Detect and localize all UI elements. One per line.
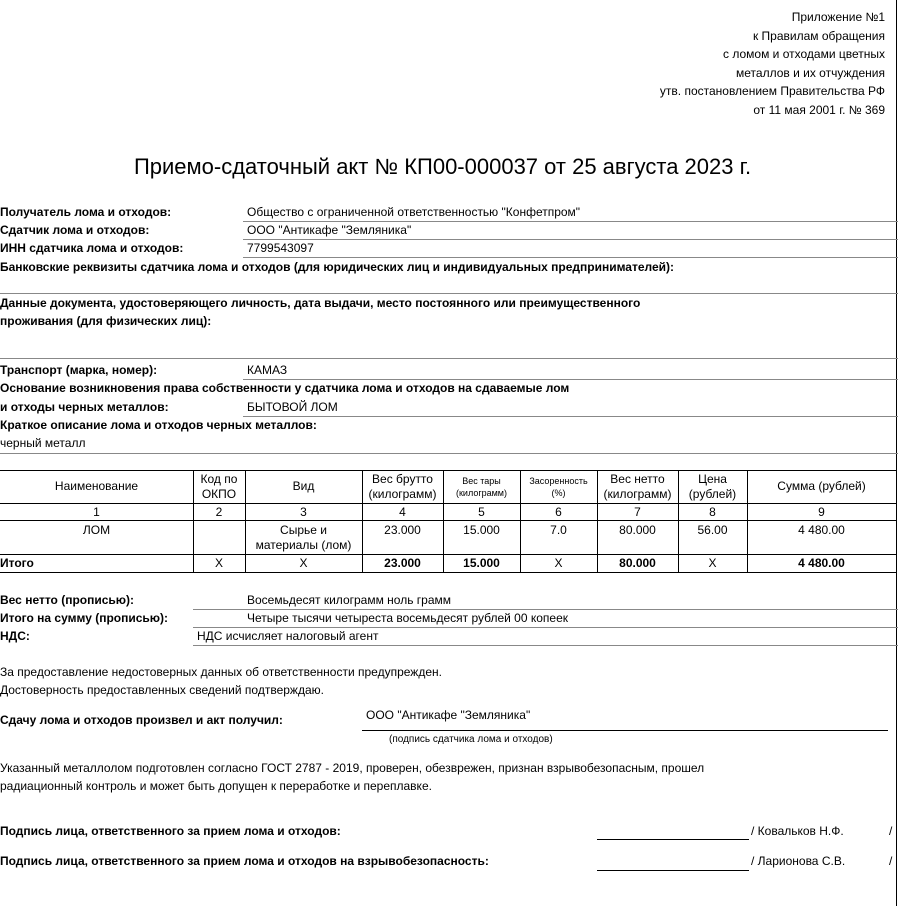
net-words-value: Восемьдесят килограмм ноль грамм xyxy=(247,593,452,607)
cell-gross: 23.000 xyxy=(384,523,421,537)
field-underline xyxy=(243,416,898,417)
total-contamination: X xyxy=(554,556,563,570)
col-number: 2 xyxy=(215,505,223,519)
field-underline xyxy=(0,453,898,454)
table-line xyxy=(0,470,896,471)
col-header-gross-line: (килограмм) xyxy=(368,487,437,501)
col-header-net-line: (килограмм) xyxy=(603,487,672,501)
receiver-signature-line xyxy=(597,839,749,840)
table-line xyxy=(0,554,896,555)
gost-statement: радиационный контроль и может быть допущен к переработке и переплавке. xyxy=(0,779,432,793)
inn-label: ИНН сдатчика лома и отходов: xyxy=(0,241,184,255)
col-header-tare xyxy=(443,475,520,499)
safety-signature-line xyxy=(597,870,749,871)
sum-words-label: Итого на сумму (прописью): xyxy=(0,611,169,625)
handover-value: ООО "Антикафе "Земляника" xyxy=(366,708,531,722)
field-underline xyxy=(193,645,898,646)
supplier-label: Сдатчик лома и отходов: xyxy=(0,223,150,237)
ownership-label: и отходы черных металлов: xyxy=(0,400,169,414)
document-title: Приемо-сдаточный акт № КП00-000037 от 25 августа 2023 г. xyxy=(133,154,752,179)
sum-words-value: Четыре тысячи четыреста восемьдесят рублей 00 копеек xyxy=(247,611,568,625)
col-number: 8 xyxy=(709,505,716,519)
col-number: 1 xyxy=(93,505,100,519)
bank-label: Банковские реквизиты сдатчика лома и отходов (для юридических лиц и индивидуальных предпринимателей): xyxy=(0,260,675,274)
description-value: черный металл xyxy=(0,436,86,450)
vat-value: НДС исчисляет налоговый агент xyxy=(197,629,379,643)
total-label: Итого xyxy=(0,556,34,570)
receiver-name: / Ковальков Н.Ф. xyxy=(751,824,844,838)
col-number: 4 xyxy=(399,505,406,519)
col-header-price xyxy=(678,472,747,502)
appendix-line: от 11 мая 2001 г. № 369 xyxy=(753,102,885,117)
responsibility-statement: За предоставление недостоверных данных об ответственности предупрежден. xyxy=(0,665,442,679)
cell-name: ЛОМ xyxy=(82,523,111,537)
appendix-line: Приложение №1 xyxy=(791,10,885,24)
col-header-price-line: Цена xyxy=(698,472,727,486)
confirmation-statement: Достоверность предоставленных сведений подтверждаю. xyxy=(0,683,324,697)
col-header-okpo-line: ОКПО xyxy=(201,487,237,501)
col-number: 7 xyxy=(634,505,641,519)
col-header-name: Наименование xyxy=(54,479,139,493)
inn-value: 7799543097 xyxy=(247,241,314,255)
field-underline xyxy=(193,609,898,610)
col-header-contamination xyxy=(520,475,597,499)
total-okpo: X xyxy=(214,556,223,570)
supplier-value: ООО "Антикафе "Земляника" xyxy=(247,223,412,237)
col-header-sum: Сумма (рублей) xyxy=(777,479,866,493)
description-label: Краткое описание лома и отходов черных металлов: xyxy=(0,418,317,432)
cell-tare: 15.000 xyxy=(463,523,500,537)
appendix-line: к Правилам обращения xyxy=(752,28,885,43)
col-number: 3 xyxy=(300,505,307,519)
col-header-net xyxy=(597,472,678,502)
field-underline xyxy=(0,293,898,294)
field-underline xyxy=(243,239,898,240)
id-doc-label: проживания (для физических лиц): xyxy=(0,314,212,328)
col-header-tare-line: Вес тары xyxy=(462,476,501,486)
recipient-label: Получатель лома и отходов: xyxy=(0,205,172,219)
field-underline xyxy=(243,257,898,258)
col-header-price-line: (рублей) xyxy=(688,487,737,501)
ownership-value: БЫТОВОЙ ЛОМ xyxy=(247,400,338,414)
total-sum: 4 480.00 xyxy=(798,556,845,570)
col-header-net-line: Вес нетто xyxy=(610,472,665,486)
id-doc-label: Данные документа, удостоверяющего личность, дата выдачи, место постоянного или преимущественного xyxy=(0,296,641,310)
total-tare: 15.000 xyxy=(463,556,500,570)
cell-contamination: 7.0 xyxy=(550,523,567,537)
cell-net: 80.000 xyxy=(619,523,656,537)
col-header-gross-line: Вес брутто xyxy=(372,472,433,486)
cell-price: 56.00 xyxy=(697,523,728,537)
transport-label: Транспорт (марка, номер): xyxy=(0,363,158,377)
table-line xyxy=(0,520,896,521)
col-header-contamination-line: (%) xyxy=(551,488,566,498)
col-number: 9 xyxy=(818,505,825,519)
receiver-signature-label: Подпись лица, ответственного за прием лома и отходов: xyxy=(0,824,341,838)
handover-label: Сдачу лома и отходов произвел и акт получил: xyxy=(0,713,283,727)
total-gross: 23.000 xyxy=(384,556,421,570)
field-underline xyxy=(243,379,898,380)
vat-label: НДС: xyxy=(0,629,30,643)
col-number: 5 xyxy=(478,505,485,519)
table-line xyxy=(0,503,896,504)
receiver-slash: / xyxy=(889,824,893,838)
col-header-okpo-line: Код по xyxy=(200,472,238,486)
col-header-gross xyxy=(362,472,443,502)
net-words-label: Вес нетто (прописью): xyxy=(0,593,135,607)
appendix-line: утв. постановлением Правительства РФ xyxy=(659,84,885,99)
total-price: X xyxy=(708,556,717,570)
appendix-block xyxy=(660,8,885,120)
cell-kind-line: Сырье и xyxy=(280,523,327,537)
total-net: 80.000 xyxy=(619,556,656,570)
safety-signature-label: Подпись лица, ответственного за прием лома и отходов на взрывобезопасность: xyxy=(0,854,489,868)
table-line xyxy=(0,572,896,573)
field-underline xyxy=(193,627,898,628)
cell-kind xyxy=(245,523,362,553)
field-underline xyxy=(0,358,898,359)
handover-underline xyxy=(362,730,888,731)
handover-note: (подпись сдатчика лома и отходов) xyxy=(389,734,553,745)
cell-sum: 4 480.00 xyxy=(798,523,845,537)
appendix-line: металлов и их отчуждения xyxy=(736,65,885,80)
recipient-value: Общество с ограниченной ответственностью "Конфетпром" xyxy=(247,205,581,219)
col-header-tare-line: (килограмм) xyxy=(456,488,507,498)
col-header-okpo xyxy=(193,472,245,502)
transport-value: КАМАЗ xyxy=(247,363,288,377)
field-underline xyxy=(243,221,898,222)
cell-kind-line: материалы (лом) xyxy=(255,538,352,552)
total-kind: X xyxy=(299,556,308,570)
safety-slash: / xyxy=(889,854,893,868)
appendix-line: с ломом и отходами цветных xyxy=(723,47,885,62)
ownership-label: Основание возникновения права собственности у сдатчика лома и отходов на сдаваемые лом xyxy=(0,381,570,395)
gost-statement: Указанный металлолом подготовлен согласно ГОСТ 2787 - 2019, проверен, обезврежен, признан взрывобезопасным, прошел xyxy=(0,761,705,775)
col-header-kind: Вид xyxy=(292,479,315,493)
col-number: 6 xyxy=(555,505,562,519)
safety-name: / Ларионова С.В. xyxy=(751,854,846,868)
col-header-contamination-line: Засоренность xyxy=(529,476,588,486)
